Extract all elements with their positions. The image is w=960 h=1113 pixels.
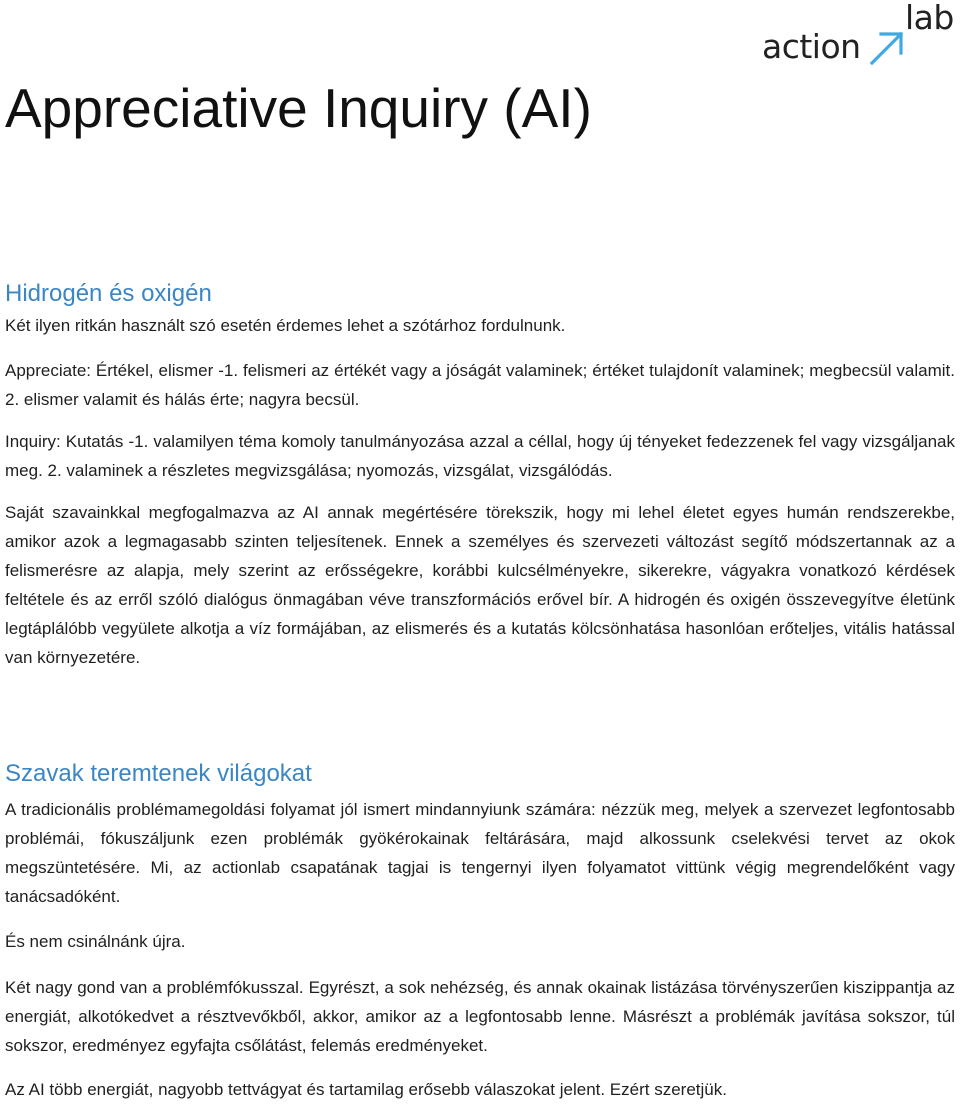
logo-lab-word: lab xyxy=(905,0,954,37)
actionlab-logo xyxy=(762,0,960,70)
paragraph: Az AI több energiát, nagyobb tettvágyat és tartamilag erősebb válaszokat jelent. Ezért szeretjük. xyxy=(5,1080,727,1100)
section-heading: Hidrogén és oxigén xyxy=(5,280,212,307)
section-hydrogen-oxygen xyxy=(5,278,955,672)
document-title: Appreciative Inquiry (AI) xyxy=(5,77,592,139)
logo-action-word: action xyxy=(762,27,861,66)
paragraph: Appreciate: Értékel, elismer -1. felismeri az értékét vagy a jóságát valaminek; értéket tulajdonít valaminek; megbecsül valamit. 2. elismer valamit és hálás érte; nagyra becsül. xyxy=(5,361,955,410)
paragraph: Két ilyen ritkán használt szó esetén érdemes lehet a szótárhoz fordulnunk. xyxy=(5,316,566,336)
section-words-create-worlds xyxy=(5,758,955,1104)
paragraph: Inquiry: Kutatás -1. valamilyen téma komoly tanulmányozása azzal a céllal, hogy új tényeket fedezzenek fel vagy vizsgáljanak meg. 2. valaminek a részletes megvizsgálása; nyomozás, vizsgálat, vizsgálódás. xyxy=(5,432,955,481)
paragraph: Saját szavainkkal megfogalmazva az AI annak megértésére törekszik, hogy mi lehel életet egyes humán rendszerekbe, amikor azok a legmagasabb szinten teljesítenek. Ennek a személyes és szervezeti változást segítő módszertannak az a felismerésre az alapja, mely szerint az erősségekre, korábbi kulcsélményekre, sikerekre, vágyakra vonatkozó kérdések feltétele és az erről szóló dialógus önmagában véve transzformációs erővel bír. A hidrogén és oxigén összevegyítve életünk legtáplálóbb vegyülete alkotja a víz formájában, az elismerés és a kutatás kölcsönhatása hasonlóan erőteljes, vitális hatással van környezetére. xyxy=(5,503,955,668)
paragraph: És nem csinálnánk újra. xyxy=(5,932,186,952)
section-heading: Szavak teremtenek világokat xyxy=(5,760,312,787)
paragraph: Két nagy gond van a problémfókusszal. Egyrészt, a sok nehézség, és annak okainak listázása törvényszerűen kiszippantja az energiát, alkotókedvet a résztvevőkből, akkor, amikor az a legfontosabb lenne. Másrészt a problémák javítása sokszor, túl sokszor, eredményez egyfajta csőlátást, felemás eredményeket. xyxy=(5,978,955,1056)
paragraph: A tradicionális problémamegoldási folyamat jól ismert mindannyiunk számára: nézzük meg, melyek a szervezet legfontosabb problémái, fókuszáljunk ezen problémák gyökérokainak feltárására, majd alkossunk cselekvési tervet az okok megszüntetésére. Mi, az actionlab csapatának tagjai is tengernyi ilyen folyamatot vittünk végig megrendelőként vagy tanácsadóként. xyxy=(5,800,955,907)
arrow-up-right-icon xyxy=(868,30,906,66)
